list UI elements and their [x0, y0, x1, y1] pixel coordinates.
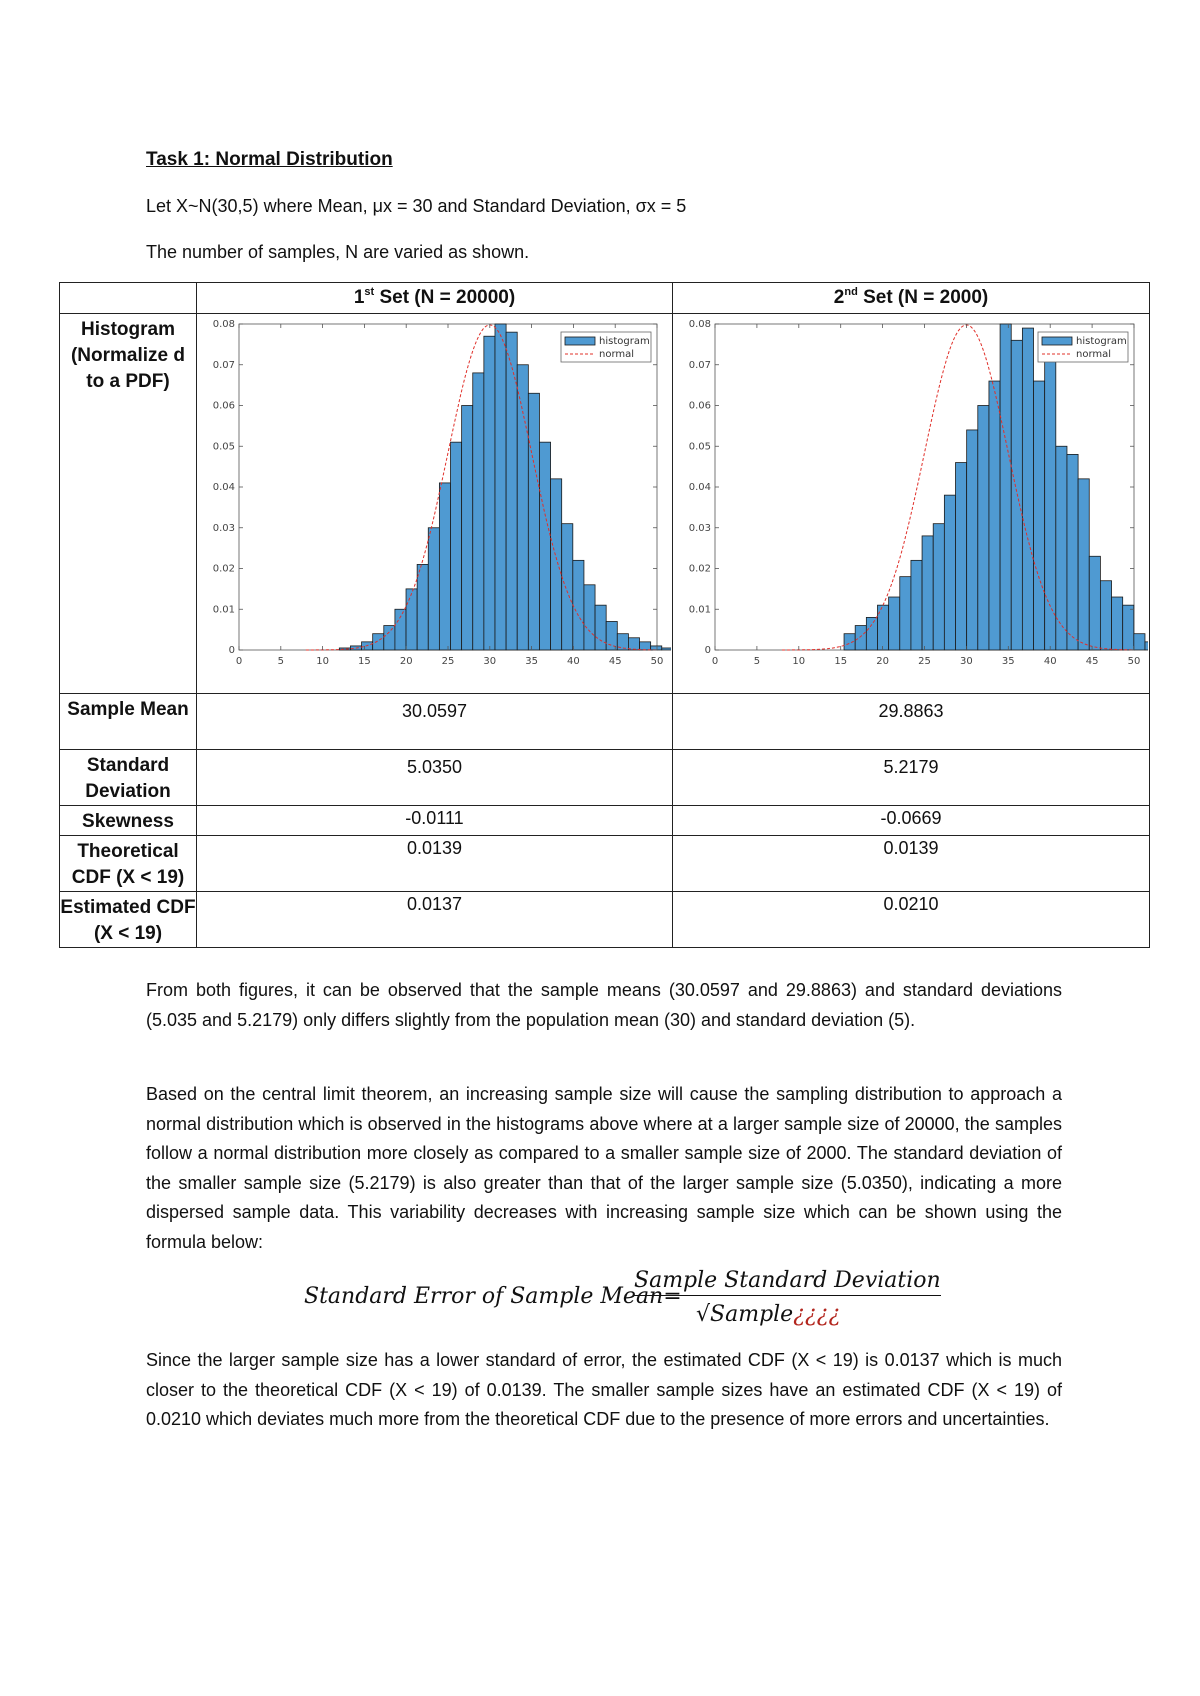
histogram-bar [1034, 381, 1045, 650]
y-tick-label: 0.02 [688, 563, 711, 575]
x-tick-label: 50 [650, 656, 664, 667]
x-tick-label: 5 [753, 656, 761, 667]
histogram-bar [989, 381, 1000, 650]
x-tick-label: 30 [483, 656, 497, 667]
theoretical-cdf-2: 0.0139 [673, 836, 1150, 892]
row-label-estimated-cdf: Estimated CDF (X < 19) [60, 892, 197, 948]
y-tick-label: 0.03 [212, 522, 235, 534]
formula-lhs: Standard Error of Sample Mean= [304, 1284, 682, 1309]
histogram-bar [595, 605, 606, 650]
row-label-skewness: Skewness [60, 806, 197, 836]
histogram-bar [451, 442, 462, 650]
histogram-bar [484, 336, 495, 650]
histogram-bar [395, 609, 406, 650]
y-tick-label: 0.01 [212, 604, 235, 616]
histogram-bar [584, 585, 595, 650]
histogram-bar [1011, 340, 1022, 650]
histogram-bar [1134, 634, 1145, 650]
legend-label-normal: normal [599, 349, 635, 360]
y-tick-label: 0.02 [212, 563, 235, 575]
legend-label-histogram: histogram [1076, 336, 1127, 347]
y-tick-label: 0.04 [688, 482, 711, 493]
y-tick-label: 0 [228, 645, 235, 656]
x-tick-label: 0 [235, 656, 243, 667]
x-tick-label: 20 [399, 656, 413, 667]
x-tick-label: 35 [525, 656, 538, 667]
legend-swatch-histogram [1042, 337, 1072, 345]
histogram-bar [662, 648, 671, 650]
x-tick-label: 40 [1043, 656, 1057, 667]
formula-numerator: Sample Standard Deviation [634, 1268, 941, 1296]
x-tick-label: 45 [608, 656, 622, 667]
y-tick-label: 0.05 [688, 441, 711, 453]
x-tick-label: 5 [277, 656, 284, 667]
estimated-cdf-1: 0.0137 [197, 892, 673, 948]
sample-mean-2: 29.8863 [673, 694, 1150, 750]
histogram-bar [1022, 328, 1033, 650]
histogram-bar [473, 373, 484, 650]
histogram-bar [933, 524, 944, 650]
histogram-bar [651, 646, 662, 650]
y-tick-label: 0.08 [688, 319, 711, 330]
row-label-standard-deviation: Standard Deviation [60, 750, 197, 806]
histogram-bar [539, 442, 550, 650]
histogram-bar [1000, 324, 1011, 650]
histogram-bar [956, 463, 967, 650]
y-tick-label: 0.08 [212, 319, 235, 330]
y-tick-label: 0.05 [212, 441, 235, 453]
histogram-bar [462, 406, 473, 651]
histogram-bar [1078, 479, 1089, 650]
legend-label-normal: normal [1076, 349, 1112, 360]
formula-denominator: √Sample¿¿¿¿ [696, 1302, 841, 1327]
histogram-bar [944, 495, 955, 650]
x-tick-label: 25 [918, 656, 931, 667]
y-tick-label: 0.03 [688, 522, 711, 534]
histogram-bar [1100, 581, 1111, 650]
legend-swatch-histogram [565, 337, 595, 345]
histogram-bar [1089, 556, 1100, 650]
y-tick-label: 0.01 [688, 604, 711, 616]
col1-header: 1st Set (N = 20000) [197, 283, 673, 314]
histogram-bar [495, 324, 506, 650]
y-tick-label: 0 [704, 645, 711, 656]
row-label-histogram: Histogram (Normalize d to a PDF) [60, 314, 197, 694]
histogram-bar [889, 597, 900, 650]
intro-line-2: The number of samples, N are varied as shown. [146, 242, 530, 262]
histogram-bar [1123, 605, 1134, 650]
histogram-cell-2 [673, 314, 1150, 694]
histogram-bar [517, 365, 528, 650]
y-tick-label: 0.04 [212, 482, 235, 493]
histogram-bar [628, 638, 639, 650]
histogram-bar [417, 564, 428, 650]
standard-deviation-1: 5.0350 [197, 750, 673, 806]
row-label-sample-mean: Sample Mean [60, 694, 197, 750]
histogram-bar [1112, 597, 1123, 650]
histogram-bar [1145, 642, 1148, 650]
x-tick-label: 15 [834, 656, 848, 667]
estimated-cdf-2: 0.0210 [673, 892, 1150, 948]
x-tick-label: 30 [960, 656, 973, 667]
histogram-bar [606, 621, 617, 650]
col2-header: 2nd Set (N = 2000) [673, 283, 1150, 314]
intro-line-1: Let X~N(30,5) where Mean, μx = 30 and Standard Deviation, σx = 5 [146, 196, 687, 216]
paragraph-central-limit: Based on the central limit theorem, an increasing sample size will cause the sampling distribution to approach a normal distribution which is observed in the histograms above where at a larger sample size of 20000, the samples follow a normal distribution more closely as compared to a smaller sample size of 2000. The standard deviation of the smaller sample size (5.2179) is also greater than that of the larger sample size (5.0350), indicating a more dispersed sample data. This variability decreases with increasing sample size which can be shown using the formula below: [146, 1084, 1062, 1252]
histogram-bar [900, 577, 911, 650]
sample-mean-1: 30.0597 [197, 694, 673, 750]
histogram-bar [551, 479, 562, 650]
histogram-bar [1045, 336, 1056, 650]
x-tick-label: 25 [441, 656, 455, 667]
x-tick-label: 40 [567, 656, 580, 667]
histogram-bar [406, 589, 417, 650]
y-tick-label: 0.07 [212, 359, 235, 371]
histogram-bar [384, 626, 395, 650]
results-table [59, 282, 1150, 948]
row-label-theoretical-cdf: Theoretical CDF (X < 19) [60, 836, 197, 892]
x-tick-label: 10 [316, 656, 329, 667]
histogram-bar [573, 560, 584, 650]
histogram-bar [373, 634, 384, 650]
x-tick-label: 20 [876, 656, 889, 667]
histogram-bar [967, 430, 978, 650]
histogram-bar [978, 406, 989, 651]
x-tick-label: 50 [1127, 656, 1141, 667]
y-tick-label: 0.06 [688, 400, 711, 412]
histogram-bar [640, 642, 651, 650]
histogram-chart-2 [673, 314, 1148, 692]
histogram-chart-1 [197, 314, 671, 692]
y-tick-label: 0.06 [212, 400, 235, 412]
x-tick-label: 10 [792, 656, 806, 667]
x-tick-label: 35 [1001, 656, 1015, 667]
x-tick-label: 0 [711, 656, 719, 667]
histogram-bar [911, 560, 922, 650]
skewness-2: -0.0669 [673, 806, 1150, 836]
paragraph-observation: From both figures, it can be observed that the sample means (30.0597 and 29.8863) and standard deviations (5.035 and 5.2179) only differs slightly from the population mean (30) and standard deviation (5). [146, 980, 1062, 1030]
legend-label-histogram: histogram [599, 336, 650, 347]
histogram-bar [428, 528, 439, 650]
x-tick-label: 45 [1085, 656, 1099, 667]
standard-deviation-2: 5.2179 [673, 750, 1150, 806]
paragraph-conclusion: Since the larger sample size has a lower standard of error, the estimated CDF (X < 19) is 0.0137 which is much closer to the theoretical CDF (X < 19) of 0.0139. The smaller sample sizes have an estimated CDF (X < 19) of 0.0210 which deviates much more from the theoretical CDF due to the presence of more errors and uncertainties. [146, 1350, 1062, 1429]
histogram-bar [439, 483, 450, 650]
table-corner-cell [60, 283, 197, 314]
histogram-bar [866, 617, 877, 650]
histogram-bar [922, 536, 933, 650]
task-title: Task 1: Normal Distribution [146, 149, 393, 170]
y-tick-label: 0.07 [688, 359, 711, 371]
histogram-bar [855, 626, 866, 650]
skewness-1: -0.0111 [197, 806, 673, 836]
theoretical-cdf-1: 0.0139 [197, 836, 673, 892]
histogram-bar [1067, 454, 1078, 650]
histogram-cell-1 [197, 314, 673, 694]
histogram-bar [506, 332, 517, 650]
x-tick-label: 15 [358, 656, 371, 667]
histogram-bar [528, 393, 539, 650]
histogram-bar [562, 524, 573, 650]
